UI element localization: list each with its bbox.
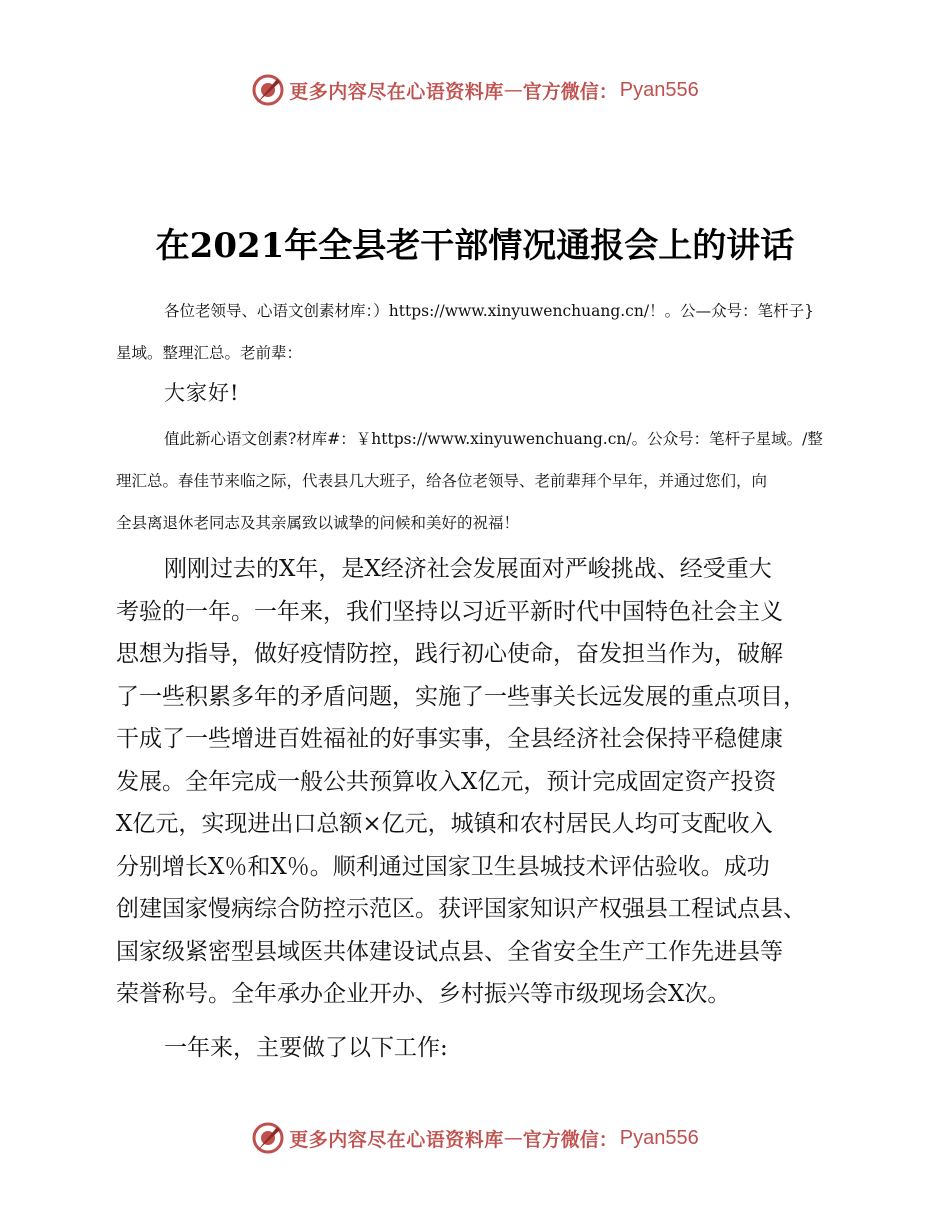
- watermark-separator: —: [503, 79, 523, 101]
- watermark-wechat-id: Pyan556: [619, 1126, 699, 1149]
- paragraph-salutation: [116, 290, 836, 374]
- quill-logo-icon: [251, 1121, 285, 1155]
- text-line: 发展。全年完成一般公共预算收入X亿元，预计完成固定资产投资: [116, 768, 777, 795]
- watermark-separator: —: [503, 1127, 523, 1149]
- paragraph-work-intro: [116, 1027, 846, 1070]
- text-line: 刚刚过去的X年，是X经济社会发展面对严峻挑战、经受重大: [164, 556, 772, 582]
- text-line: 国家级紧密型县域医共体建设试点县、全省安全生产工作先进县等: [116, 938, 783, 965]
- text-line: 星域。整理汇总。老前辈：: [116, 344, 303, 362]
- watermark-banner-top: [0, 70, 950, 110]
- text-line: 各位老领导、心语文创素材库：）https://www.xinyuwenchuang.cn/！。公—众号：笔杆子}: [164, 302, 814, 320]
- watermark-text: 更多内容尽在心语资料库: [289, 1128, 504, 1151]
- text-line: 值此新心语文创素?材库#：￥https://www.xinyuwenchuang.cn/。公众号：笔杆子星域。/整: [164, 430, 823, 448]
- text-line: 荣誉称号。全年承办企业开办、乡村振兴等市级现场会X次。: [116, 981, 731, 1007]
- paragraph-new-year-wishes: [116, 418, 836, 544]
- paragraph-year-review: [116, 548, 846, 1016]
- text-line: X亿元，实现进出口总额×亿元，城镇和农村居民人均可支配收入: [116, 811, 773, 837]
- text-line: 分别增长X％和X％。顺利通过国家卫生县城技术评估验收。成功: [116, 853, 770, 880]
- quill-logo-icon: [251, 73, 285, 107]
- text-line: 全县离退休老同志及其亲属致以诚挚的问候和美好的祝福！: [116, 514, 520, 532]
- text-line: 了一些积累多年的矛盾问题，实施了一些事关长远发展的重点项目，: [116, 683, 806, 710]
- watermark-wechat-id: Pyan556: [619, 78, 699, 101]
- document-title: 在2021年全县老干部情况通报会上的讲话: [155, 226, 795, 266]
- watermark-banner-bottom: [0, 1118, 950, 1158]
- watermark-wechat-label: 官方微信：: [522, 80, 618, 103]
- greeting: 大家好!: [164, 381, 240, 405]
- text-line: 创建国家慢病综合防控示范区。获评国家知识产权强县工程试点县、: [116, 896, 806, 922]
- text-line: 干成了一些增进百姓福祉的好事实事，全县经济社会保持平稳健康: [116, 726, 783, 752]
- watermark-text: 更多内容尽在心语资料库: [289, 80, 504, 103]
- watermark-wechat-label: 官方微信：: [522, 1128, 618, 1151]
- text-line: 理汇总。春佳节来临之际，代表县几大班子，给各位老领导、老前辈拜个早年，并通过您们，向: [116, 472, 768, 490]
- text-line: 一年来，主要做了以下工作:: [164, 1035, 448, 1061]
- text-line: 考验的一年。一年来，我们坚持以习近平新时代中国特色社会主义: [116, 598, 783, 625]
- text-line: 思想为指导，做好疫情防控，践行初心使命，奋发担当作为，破解: [116, 641, 783, 667]
